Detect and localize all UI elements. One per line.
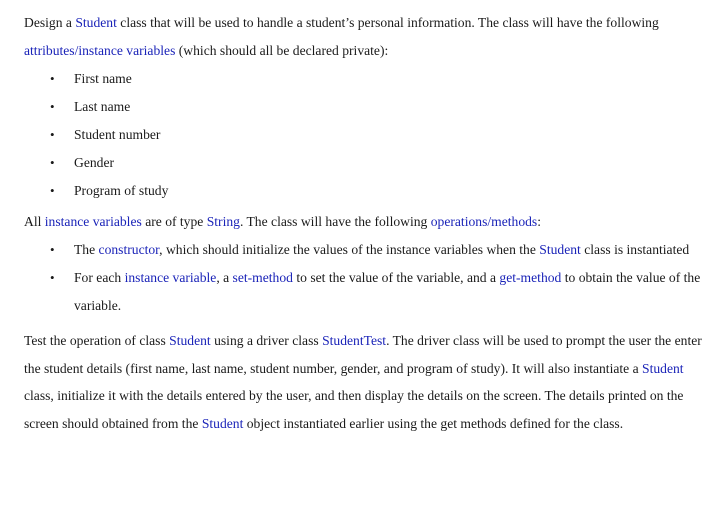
list-item — [50, 121, 703, 149]
bullet-icon: • — [50, 127, 55, 142]
text-run: , a — [216, 270, 233, 285]
term-string: String — [206, 214, 240, 229]
bullet-icon: • — [50, 242, 55, 257]
intro-paragraph — [24, 9, 703, 65]
text-run: (which should all be declared private): — [175, 43, 389, 58]
text-run: The — [74, 242, 99, 257]
text-run: class that will be used to handle a student’s personal information. The class will have the following — [116, 15, 659, 30]
attribute-gender: Gender — [74, 155, 115, 170]
text-run: Test the operation of class — [24, 333, 170, 348]
bullet-icon: • — [50, 155, 55, 170]
attribute-first-name: First name — [74, 71, 132, 86]
list-item — [50, 93, 703, 121]
text-run: . The class will have the following — [239, 214, 431, 229]
methods-list — [24, 236, 703, 320]
attribute-program-of-study: Program of study — [74, 183, 169, 198]
term-instance-variable: instance variable — [124, 270, 217, 285]
list-item — [50, 177, 703, 205]
list-item — [50, 264, 703, 320]
list-item — [50, 65, 703, 93]
text-run: are of type — [141, 214, 207, 229]
term-student: Student — [75, 15, 117, 30]
term-constructor: constructor — [98, 242, 160, 257]
text-run: Design a — [24, 15, 76, 30]
methods-paragraph — [24, 208, 703, 236]
term-set-method: set-method — [232, 270, 293, 285]
term-instance-variables: instance variables — [44, 214, 142, 229]
bullet-icon: • — [50, 71, 55, 86]
term-student-test: StudentTest — [322, 333, 387, 348]
attributes-list — [24, 65, 703, 205]
bullet-icon: • — [50, 183, 55, 198]
term-student: Student — [539, 242, 581, 257]
text-run: class is instantiated — [580, 242, 690, 257]
text-run: . The driver class will be used to prompt the user the enter the student details (first name, last name, student number, gender, and program of study). It will also instantiate a — [24, 333, 702, 376]
text-run: to obtain the value of the variable. — [74, 270, 701, 313]
list-item — [50, 236, 703, 264]
text-run: object instantiated earlier using the get methods defined for the class. — [243, 415, 624, 431]
text-run: , which should initialize the values of the instance variables when the — [159, 242, 540, 257]
text-run: using a driver class — [210, 333, 323, 348]
term-attributes: attributes/instance variables — [24, 43, 176, 58]
attribute-last-name: Last name — [74, 99, 131, 114]
bullet-icon: • — [50, 99, 55, 114]
list-item — [50, 149, 703, 177]
test-paragraph — [24, 327, 703, 437]
text-run: : — [537, 214, 541, 229]
term-student: Student — [642, 360, 684, 376]
text-run: All — [24, 214, 45, 229]
text-run: For each — [74, 270, 125, 285]
text-run: class, initialize it with the details entered by the user, and then display the details on the screen. The details printed on the screen should obtained from the — [24, 388, 684, 431]
attribute-student-number: Student number — [74, 127, 161, 142]
term-get-method: get-method — [499, 270, 562, 285]
term-student: Student — [169, 333, 211, 348]
text-run: to set the value of the variable, and a — [292, 270, 500, 285]
bullet-icon: • — [50, 270, 55, 285]
term-operations-methods: operations/methods — [430, 214, 538, 229]
term-student: Student — [201, 415, 244, 431]
